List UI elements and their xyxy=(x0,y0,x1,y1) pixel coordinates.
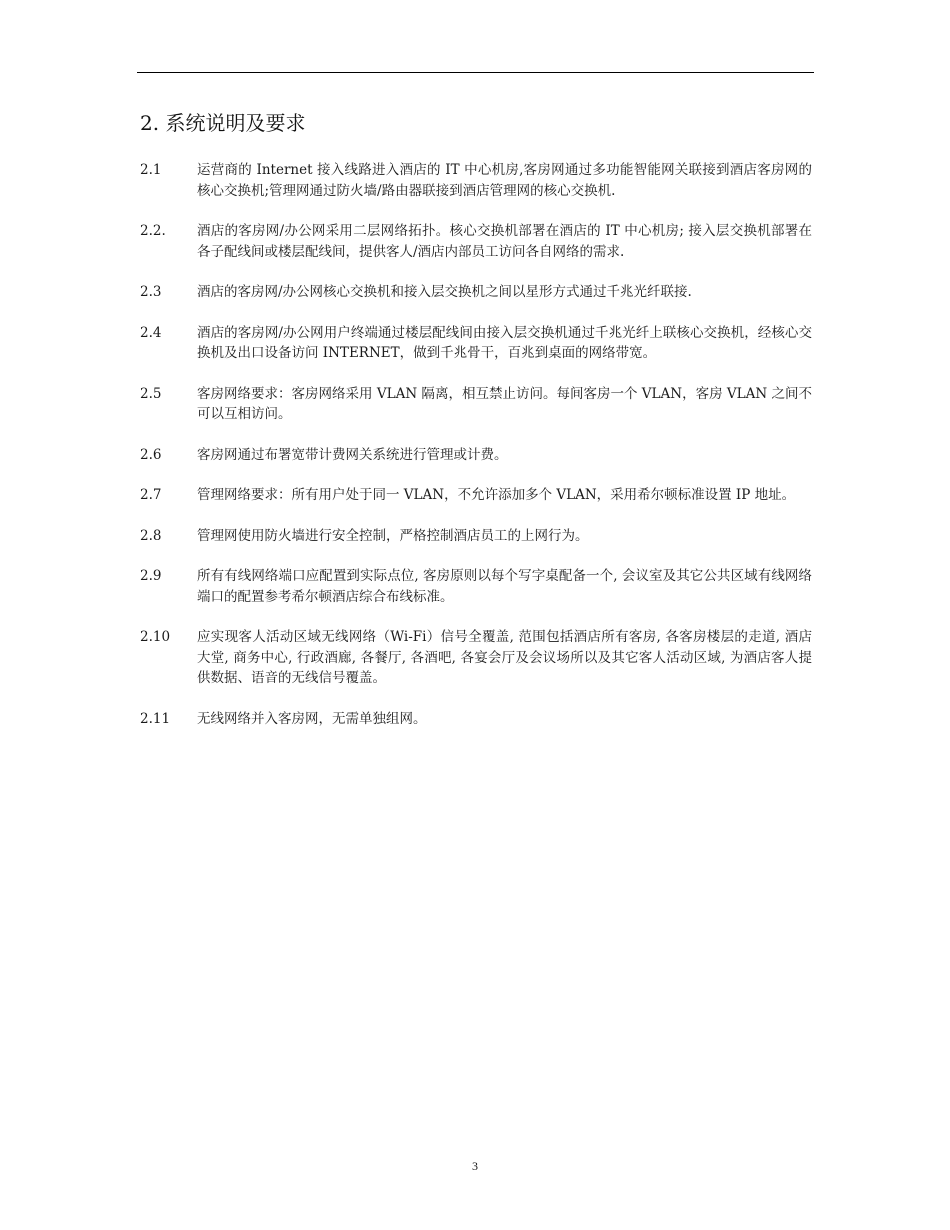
list-item xyxy=(140,282,812,303)
list-item xyxy=(140,485,812,506)
list-item xyxy=(140,445,812,466)
page-number: 3 xyxy=(472,1159,478,1173)
item-text: 酒店的客房网/办公网用户终端通过楼层配线间由接入层交换机通过千兆光纤上联核心交换机，经核心交换机及出口设备访问 INTERNET，做到千兆骨干，百兆到桌面的网络带宽。 xyxy=(197,324,812,361)
item-text: 管理网络要求：所有用户处于同一 VLAN，不允许添加多个 VLAN，采用希尔顿标准设置 IP 地址。 xyxy=(197,487,796,503)
item-text: 客房网络要求：客房网络采用 VLAN 隔离，相互禁止访问。每间客房一个 VLAN，客房 VLAN 之间不可以互相访问。 xyxy=(197,385,812,422)
item-number: 2.10 xyxy=(140,629,171,645)
list-item xyxy=(140,221,812,262)
item-text: 无线网络并入客房网，无需单独组网。 xyxy=(197,710,427,727)
list-item xyxy=(140,627,812,689)
item-number: 2.4 xyxy=(140,324,162,341)
requirements-list xyxy=(140,160,812,749)
list-item xyxy=(140,526,812,547)
item-number: 2.11 xyxy=(140,710,171,727)
item-text: 客房网通过布署宽带计费网关系统进行管理或计费。 xyxy=(197,446,508,463)
section-title: 2. 系统说明及要求 xyxy=(140,111,306,135)
header-rule xyxy=(137,72,814,73)
item-number: 2.2. xyxy=(140,223,166,239)
list-item xyxy=(140,160,812,201)
item-text: 运营商的 Internet 接入线路进入酒店的 IT 中心机房,客房网通过多功能智能网关联接到酒店客房网的核心交换机;管理网通过防火墙/路由器联接到酒店管理网的核心交换机. xyxy=(197,162,812,199)
item-number: 2.7 xyxy=(140,487,162,503)
item-number: 2.1 xyxy=(140,162,162,178)
list-item xyxy=(140,566,812,607)
item-text: 酒店的客房网/办公网核心交换机和接入层交换机之间以星形方式通过千兆光纤联接. xyxy=(197,284,692,300)
list-item xyxy=(140,384,812,425)
item-number: 2.8 xyxy=(140,527,162,544)
item-number: 2.6 xyxy=(140,446,162,463)
item-text: 管理网使用防火墙进行安全控制，严格控制酒店员工的上网行为。 xyxy=(197,527,589,544)
item-number: 2.5 xyxy=(140,385,162,402)
list-item xyxy=(140,709,812,730)
list-item xyxy=(140,323,812,364)
item-text: 所有有线网络端口应配置到实际点位, 客房原则以每个写字桌配备一个, 会议室及其它公共区域有线网络端口的配置参考希尔顿酒店综合布线标准。 xyxy=(197,568,812,605)
item-number: 2.3 xyxy=(140,284,162,300)
item-text: 应实现客人活动区域无线网络（Wi-Fi）信号全覆盖, 范围包括酒店所有客房, 各客房楼层的走道, 酒店大堂, 商务中心, 行政酒廊, 各餐厅, 各酒吧, 各宴会厅及会议场所以及其它客人活动区域, 为酒店客人提供数据、语音的无线信号覆盖。 xyxy=(197,629,812,686)
item-number: 2.9 xyxy=(140,568,162,584)
item-text: 酒店的客房网/办公网采用二层网络拓扑。核心交换机部署在酒店的 IT 中心机房; 接入层交换机部署在各子配线间或楼层配线间，提供客人/酒店内部员工访问各自网络的需求. xyxy=(197,223,812,260)
